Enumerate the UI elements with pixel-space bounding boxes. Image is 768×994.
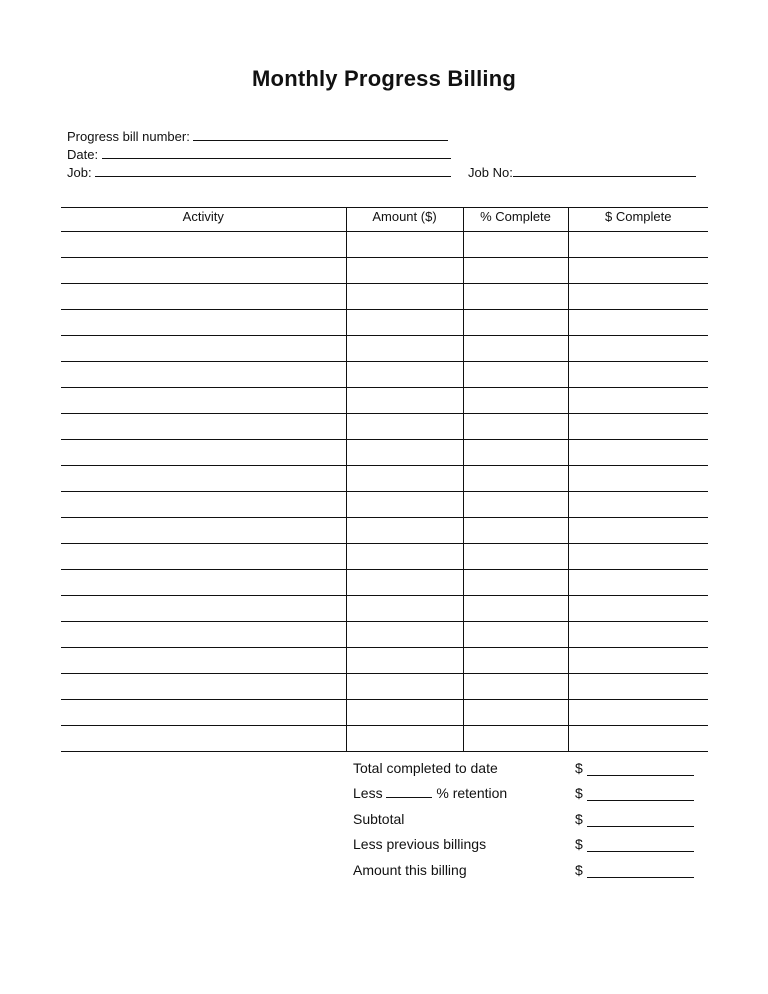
table-row (61, 596, 708, 622)
cell-percent-complete[interactable] (463, 492, 568, 518)
cell-activity[interactable] (61, 700, 346, 726)
job-blank[interactable] (95, 164, 451, 177)
cell-dollar-complete[interactable] (568, 414, 708, 440)
cell-dollar-complete[interactable] (568, 518, 708, 544)
billing-table (61, 207, 708, 752)
cell-activity[interactable] (61, 570, 346, 596)
cell-percent-complete[interactable] (463, 310, 568, 336)
cell-percent-complete[interactable] (463, 596, 568, 622)
cell-dollar-complete[interactable] (568, 622, 708, 648)
cell-amount[interactable] (346, 700, 463, 726)
cell-activity[interactable] (61, 362, 346, 388)
progress-bill-number-label: Progress bill number: (67, 129, 190, 144)
cell-activity[interactable] (61, 232, 346, 258)
cell-amount[interactable] (346, 388, 463, 414)
cell-percent-complete[interactable] (463, 362, 568, 388)
totals-section (353, 760, 698, 887)
table-row (61, 414, 708, 440)
less-previous-row (353, 836, 698, 861)
cell-percent-complete[interactable] (463, 648, 568, 674)
cell-activity[interactable] (61, 622, 346, 648)
cell-amount[interactable] (346, 726, 463, 752)
subtotal-blank[interactable] (587, 826, 694, 827)
total-completed-row (353, 760, 698, 785)
retention-label (353, 785, 507, 801)
cell-activity[interactable] (61, 388, 346, 414)
date-field[interactable] (67, 146, 451, 163)
cell-activity[interactable] (61, 648, 346, 674)
column-header-activity: Activity (61, 208, 346, 232)
table-header-row (61, 208, 708, 232)
table-row (61, 258, 708, 284)
cell-activity[interactable] (61, 544, 346, 570)
column-header-amount: Amount ($) (346, 208, 463, 232)
cell-percent-complete[interactable] (463, 622, 568, 648)
cell-amount[interactable] (346, 544, 463, 570)
cell-dollar-complete[interactable] (568, 440, 708, 466)
cell-amount[interactable] (346, 466, 463, 492)
cell-activity[interactable] (61, 310, 346, 336)
table-row (61, 492, 708, 518)
cell-dollar-complete[interactable] (568, 570, 708, 596)
column-header-dollar-complete: $ Complete (568, 208, 708, 232)
cell-dollar-complete[interactable] (568, 466, 708, 492)
table-row (61, 362, 708, 388)
table-row (61, 440, 708, 466)
cell-percent-complete[interactable] (463, 414, 568, 440)
cell-activity[interactable] (61, 440, 346, 466)
retention-blank[interactable] (587, 800, 694, 801)
cell-amount[interactable] (346, 362, 463, 388)
cell-percent-complete[interactable] (463, 258, 568, 284)
cell-activity[interactable] (61, 518, 346, 544)
job-no-blank[interactable] (513, 164, 696, 177)
cell-activity[interactable] (61, 336, 346, 362)
cell-amount[interactable] (346, 492, 463, 518)
date-label: Date: (67, 147, 99, 162)
page-title: Monthly Progress Billing (252, 66, 516, 91)
cell-dollar-complete[interactable] (568, 492, 708, 518)
cell-percent-complete[interactable] (463, 232, 568, 258)
cell-amount[interactable] (346, 648, 463, 674)
cell-amount[interactable] (346, 440, 463, 466)
currency-symbol: $ (575, 785, 583, 802)
cell-percent-complete[interactable] (463, 674, 568, 700)
progress-bill-number-blank[interactable] (193, 128, 448, 141)
cell-amount[interactable] (346, 570, 463, 596)
table-row (61, 336, 708, 362)
table-row (61, 700, 708, 726)
currency-symbol: $ (575, 861, 583, 878)
column-header-percent-complete: % Complete (463, 208, 568, 232)
table-row (61, 726, 708, 752)
cell-dollar-complete[interactable] (568, 310, 708, 336)
cell-amount[interactable] (346, 284, 463, 310)
retention-percent-blank[interactable] (386, 785, 432, 798)
retention-label-suffix: % retention (436, 785, 508, 802)
amount-this-billing-blank[interactable] (587, 877, 694, 878)
cell-dollar-complete[interactable] (568, 388, 708, 414)
job-no-label: Job No: (468, 165, 513, 180)
cell-amount[interactable] (346, 596, 463, 622)
table-row (61, 674, 708, 700)
cell-amount[interactable] (346, 232, 463, 258)
table-row (61, 622, 708, 648)
table-row (61, 310, 708, 336)
progress-bill-number-field[interactable] (67, 128, 448, 145)
table-body (61, 232, 708, 752)
cell-activity[interactable] (61, 726, 346, 752)
cell-percent-complete[interactable] (463, 726, 568, 752)
cell-amount[interactable] (346, 310, 463, 336)
cell-amount[interactable] (346, 622, 463, 648)
cell-dollar-complete[interactable] (568, 336, 708, 362)
cell-amount[interactable] (346, 336, 463, 362)
less-previous-blank[interactable] (587, 851, 694, 852)
table-row (61, 284, 708, 310)
table-row (61, 232, 708, 258)
cell-activity[interactable] (61, 492, 346, 518)
cell-percent-complete[interactable] (463, 388, 568, 414)
cell-dollar-complete[interactable] (568, 232, 708, 258)
cell-activity[interactable] (61, 596, 346, 622)
table-row (61, 388, 708, 414)
currency-symbol: $ (575, 810, 583, 827)
cell-dollar-complete[interactable] (568, 596, 708, 622)
cell-dollar-complete[interactable] (568, 362, 708, 388)
cell-amount[interactable] (346, 258, 463, 284)
cell-activity[interactable] (61, 258, 346, 284)
cell-dollar-complete[interactable] (568, 258, 708, 284)
date-blank[interactable] (102, 146, 451, 159)
total-completed-label: Total completed to date (353, 760, 498, 776)
table-row (61, 518, 708, 544)
table-row (61, 570, 708, 596)
cell-percent-complete[interactable] (463, 336, 568, 362)
cell-activity[interactable] (61, 674, 346, 700)
cell-amount[interactable] (346, 518, 463, 544)
cell-dollar-complete[interactable] (568, 674, 708, 700)
cell-percent-complete[interactable] (463, 440, 568, 466)
amount-this-billing-row (353, 862, 698, 887)
cell-percent-complete[interactable] (463, 518, 568, 544)
subtotal-row (353, 811, 698, 836)
table-row (61, 544, 708, 570)
retention-row (353, 785, 698, 810)
amount-this-billing-label: Amount this billing (353, 861, 467, 878)
cell-dollar-complete[interactable] (568, 726, 708, 752)
total-completed-blank[interactable] (587, 775, 694, 776)
cell-activity[interactable] (61, 414, 346, 440)
cell-dollar-complete[interactable] (568, 648, 708, 674)
job-field[interactable] (67, 164, 451, 181)
cell-dollar-complete[interactable] (568, 544, 708, 570)
job-label: Job: (67, 165, 92, 180)
cell-percent-complete[interactable] (463, 700, 568, 726)
cell-amount[interactable] (346, 674, 463, 700)
job-no-field[interactable] (468, 164, 696, 181)
cell-percent-complete[interactable] (463, 284, 568, 310)
less-previous-label: Less previous billings (353, 836, 487, 853)
cell-percent-complete[interactable] (463, 544, 568, 570)
retention-label-prefix: Less (353, 785, 383, 802)
currency-symbol: $ (575, 836, 583, 853)
cell-dollar-complete[interactable] (568, 284, 708, 310)
cell-activity[interactable] (61, 466, 346, 492)
cell-dollar-complete[interactable] (568, 700, 708, 726)
currency-symbol: $ (575, 760, 583, 776)
cell-percent-complete[interactable] (463, 466, 568, 492)
subtotal-label: Subtotal (353, 810, 405, 827)
table-row (61, 466, 708, 492)
cell-amount[interactable] (346, 414, 463, 440)
table-row (61, 648, 708, 674)
cell-percent-complete[interactable] (463, 570, 568, 596)
cell-activity[interactable] (61, 284, 346, 310)
